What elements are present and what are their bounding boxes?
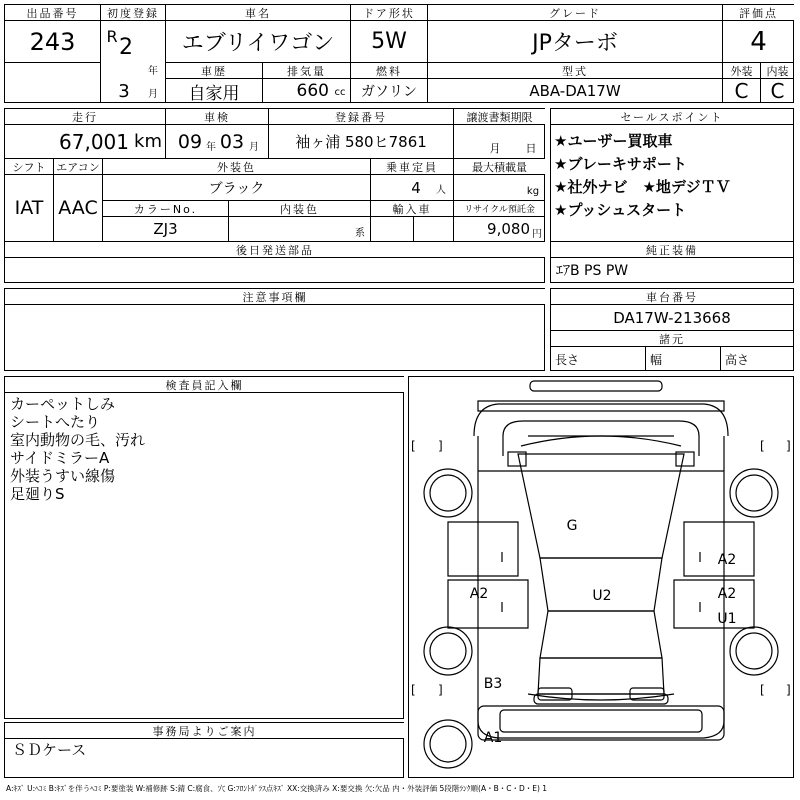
- selling-point-item: ★社外ナビ ★地デジＴＶ: [554, 178, 731, 196]
- capacity-unit: 人: [436, 184, 446, 196]
- model-label: 型式: [428, 63, 722, 78]
- recycle-unit: 円: [532, 228, 542, 240]
- grade-value: JPターボ: [532, 31, 618, 56]
- year-unit: 年: [148, 65, 158, 76]
- svg-text:]: ]: [438, 439, 443, 453]
- svg-text:[: [: [760, 683, 765, 697]
- selling-point-item: ★プッシュスタート: [554, 201, 687, 219]
- first-registration-label: 初度登録: [101, 5, 165, 20]
- damage-mark-g: G: [566, 518, 578, 534]
- inspection-label: 車検: [166, 109, 268, 124]
- color-number-label: カラーNo.: [103, 201, 228, 216]
- interior-label: 内装: [766, 64, 789, 78]
- capacity-label: 乗車定員: [371, 159, 453, 174]
- equipment-value: ｴｱB PS PW: [556, 263, 629, 279]
- max-load-unit: kg: [526, 185, 540, 197]
- displacement-value: 660: [296, 81, 329, 101]
- damage-mark-u2: U2: [592, 588, 612, 604]
- inspector-note: サイドミラーA: [10, 449, 110, 467]
- interior-color-unit: 系: [355, 227, 365, 239]
- color-number-value: ZJ3: [153, 220, 178, 238]
- score-value: 4: [750, 26, 767, 57]
- aircon-label: エアコン: [56, 160, 100, 174]
- history-label: 車歴: [166, 63, 262, 78]
- mileage-label: 走行: [5, 109, 165, 124]
- inspection-year-unit: 年: [206, 141, 216, 153]
- displacement-unit: cc: [334, 86, 346, 98]
- inspector-note: 足廻りS: [10, 485, 65, 503]
- damage-mark-a2-right-top: A2: [717, 552, 737, 568]
- chassis-number-value: DA17W-213668: [613, 308, 731, 327]
- mileage-value: 67,001: [59, 129, 129, 154]
- registration-value: 袖ヶ浦 580ヒ7861: [295, 133, 427, 151]
- mileage-unit: km: [134, 131, 162, 152]
- grade-label: グレード: [428, 5, 722, 20]
- shift-label: シフト: [12, 160, 46, 174]
- selling-points-list: [554, 130, 792, 222]
- door-shape-label: ドア形状: [351, 5, 427, 20]
- fuel-value: ガソリン: [361, 84, 417, 100]
- svg-text:]: ]: [786, 439, 791, 453]
- damage-mark-a2-left: A2: [469, 586, 489, 602]
- transfer-day: 日: [525, 142, 537, 155]
- damage-mark-b3: B3: [483, 676, 503, 692]
- svg-text:[: [: [411, 439, 416, 453]
- year-value: 2: [119, 34, 133, 60]
- svg-text:[: [: [760, 439, 765, 453]
- inspector-note: 外装うすい線傷: [10, 467, 116, 485]
- max-load-label: 最大積載量: [454, 159, 545, 174]
- damage-mark-a2-right-mid: A2: [717, 586, 737, 602]
- width-label: 幅: [650, 352, 663, 367]
- lot-number-value: 243: [29, 27, 76, 56]
- selling-point-item: ★ブレーキサポート: [554, 155, 687, 173]
- history-value: 自家用: [188, 83, 240, 103]
- lot-number-label: 出品番号: [5, 5, 100, 20]
- later-parts-label: 後日発送部品: [5, 242, 545, 257]
- score-label: 評価点: [723, 5, 794, 20]
- era-value: R: [106, 26, 118, 46]
- inspector-note: カーペットしみ: [10, 395, 116, 413]
- recycle-value: 9,080: [487, 220, 530, 238]
- capacity-value: 4: [411, 178, 421, 197]
- inspection-year: 09: [177, 130, 203, 153]
- caution-label: 注意事項欄: [5, 289, 545, 304]
- registration-label: 登録番号: [269, 109, 453, 124]
- transfer-month: 月: [489, 142, 501, 155]
- car-name-label: 車名: [166, 5, 350, 20]
- month-value: 3: [118, 80, 130, 102]
- height-label: 高さ: [725, 352, 750, 367]
- exterior-grade: C: [734, 79, 749, 103]
- inspector-notes-label: 検査員記入欄: [5, 377, 404, 392]
- inspector-note: 室内動物の毛、汚れ: [10, 431, 146, 449]
- exterior-label: 外装: [730, 64, 753, 78]
- equipment-label: 純正装備: [551, 242, 793, 257]
- month-unit: 月: [148, 88, 158, 99]
- fuel-label: 燃料: [351, 63, 427, 78]
- office-label: 事務局よりご案内: [5, 723, 404, 738]
- selling-points-label: セールスポイント: [551, 109, 793, 124]
- specs-label: 諸元: [551, 331, 793, 346]
- model-value: ABA-DA17W: [529, 82, 621, 100]
- chassis-number-label: 車台番号: [551, 289, 793, 304]
- displacement-label: 排気量: [263, 63, 350, 78]
- exterior-color-value: ブラック: [208, 180, 265, 197]
- legend-text: A:ｷｽﾞ U:ﾍｺﾐ B:ｷｽﾞを伴うﾍｺﾐ P:要塗装 W:補修跡 S:錆 C:腐食、穴 G:ﾌﾛﾝﾄｶﾞﾗｽ点ｷｽﾞ XX:交換済み X:要交換 欠:欠品 内・外装評価 5段階ﾗﾝｸ順(A・B・C・D・E) 1: [6, 783, 548, 793]
- recycle-label: リサイクル預託金: [464, 205, 535, 215]
- svg-text:]: ]: [438, 683, 443, 697]
- damage-mark-u1: U1: [717, 611, 737, 627]
- car-name-value: エブリイワゴン: [181, 31, 335, 56]
- exterior-color-label: 外装色: [103, 159, 370, 174]
- damage-mark-a1: A1: [483, 730, 503, 746]
- length-label: 長さ: [555, 352, 580, 367]
- aircon-value: AAC: [58, 197, 98, 219]
- inspector-note: シートへたり: [10, 413, 101, 431]
- interior-grade: C: [770, 79, 785, 103]
- inspector-notes-list: [10, 395, 400, 503]
- inspection-month-unit: 月: [249, 141, 259, 153]
- door-shape-value: 5W: [371, 29, 407, 54]
- transfer-deadline-label: 譲渡書類期限: [454, 109, 545, 124]
- import-label: 輸入車: [371, 201, 453, 216]
- office-value: ＳＤケース: [12, 740, 87, 758]
- svg-text:[: [: [411, 683, 416, 697]
- interior-color-label: 内装色: [229, 201, 370, 216]
- svg-text:]: ]: [786, 683, 791, 697]
- car-diagram: [408, 376, 794, 778]
- selling-point-item: ★ユーザー買取車: [554, 132, 673, 150]
- inspection-month: 03: [219, 130, 245, 153]
- shift-value: IAT: [14, 197, 44, 219]
